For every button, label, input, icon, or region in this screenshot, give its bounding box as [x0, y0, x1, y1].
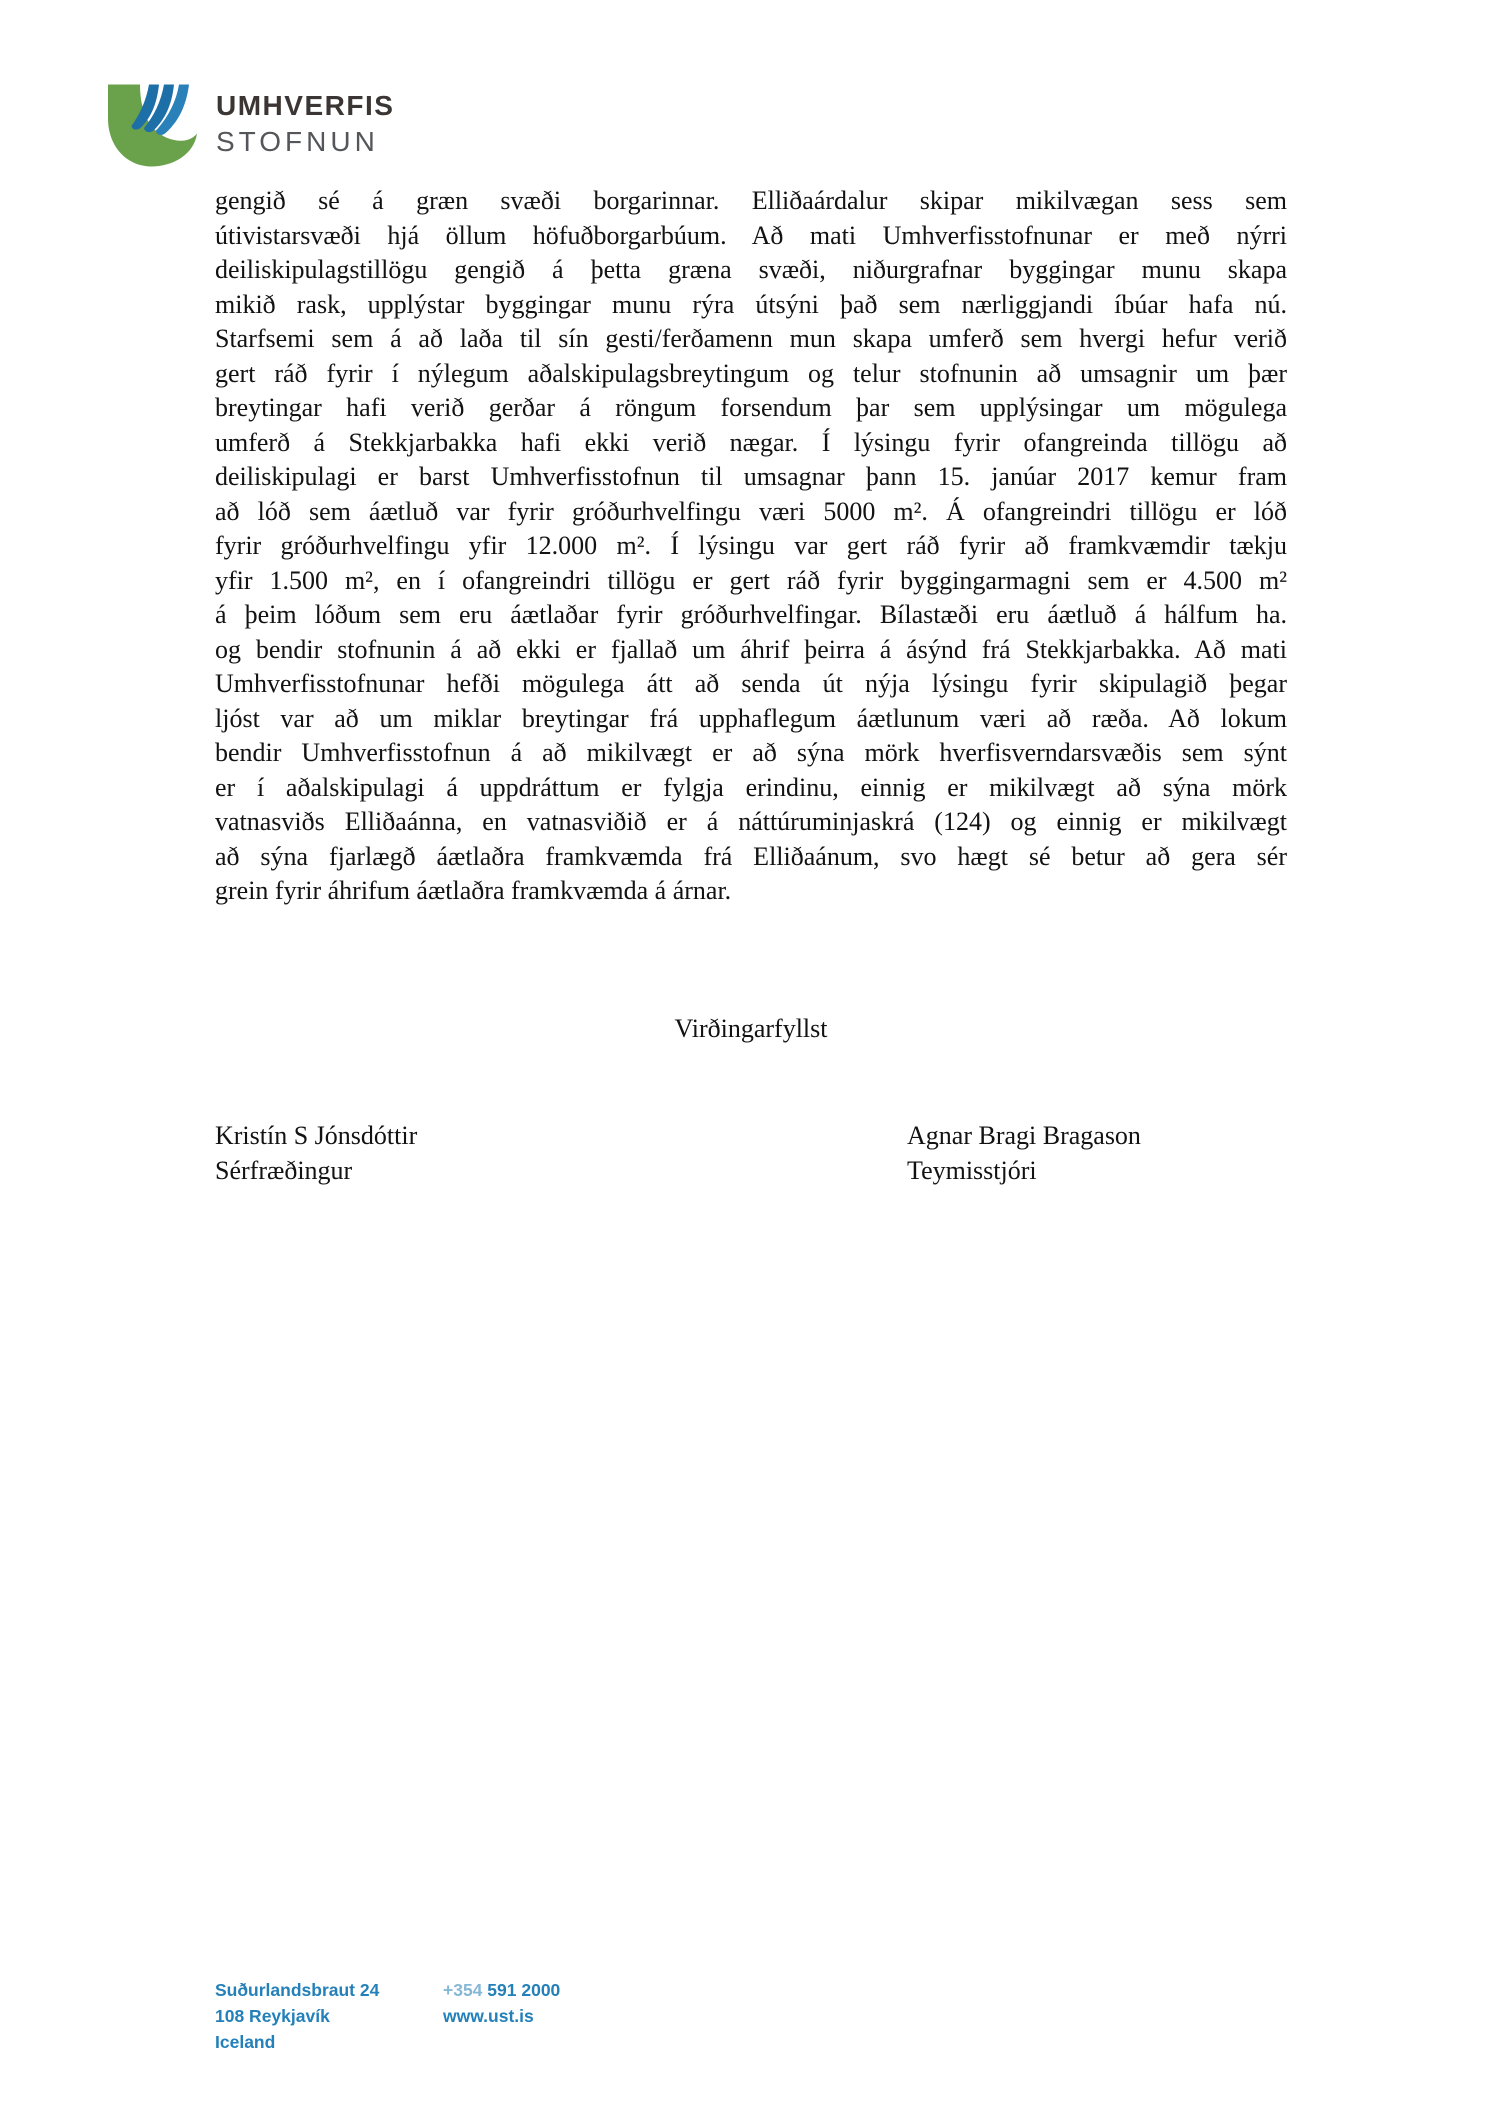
salutation: Virðingarfyllst	[674, 1014, 828, 1043]
footer-phone-prefix: +354	[443, 1980, 483, 2000]
footer-phone	[443, 1977, 560, 2003]
body-line: Umhverfisstofnunar hefði mögulega átt að senda út nýja lýsingu fyrir skipulagið þegar	[215, 669, 1287, 698]
body-line: gengið sé á græn svæði borgarinnar. Elliðaárdalur skipar mikilvægan sess sem	[215, 186, 1287, 215]
body-line: fyrir gróðurhvelfingu yfir 12.000 m². Í lýsingu var gert ráð fyrir að framkvæmdir tækju	[215, 531, 1287, 560]
footer-address-line: Iceland	[215, 2032, 276, 2052]
signer-title: Sérfræðingur	[215, 1156, 353, 1185]
signature-block	[215, 1118, 907, 1188]
signature-row	[215, 1118, 1287, 1188]
logo-icon	[102, 84, 199, 167]
body-line: grein fyrir áhrifum áætlaðra framkvæmda á árnar.	[215, 876, 732, 905]
letter-footer	[215, 1977, 560, 2055]
body-line: deiliskipulagstillögu gengið á þetta græna svæði, niðurgrafnar byggingar munu skapa	[215, 255, 1287, 284]
letter-body	[215, 184, 1287, 909]
footer-website: www.ust.is	[443, 2006, 534, 2026]
body-line: vatnasviðs Elliðaánna, en vatnasviðið er á náttúruminjaskrá (124) og einnig er mikilvægt	[215, 807, 1287, 836]
footer-contact	[443, 1977, 560, 2055]
body-line: ljóst var að um miklar breytingar frá upphaflegum áætlunum væri að ræða. Að lokum	[215, 703, 1287, 733]
footer-phone-number: 591 2000	[487, 1980, 561, 2000]
body-line: útivistarsvæði hjá öllum höfuðborgarbúum. Að mati Umhverfisstofnunar er með nýrri	[215, 220, 1287, 250]
logo-name-bottom: STOFNUN	[216, 126, 379, 157]
body-line: Starfsemi sem á að laða til sín gesti/ferðamenn mun skapa umferð sem hvergi hefur verið	[215, 324, 1287, 353]
body-line: bendir Umhverfisstofnun á að mikilvægt er að sýna mörk hverfisverndarsvæðis sem sýnt	[215, 738, 1287, 767]
agency-logo	[102, 84, 394, 167]
body-line: umferð á Stekkjarbakka hafi ekki verið nægar. Í lýsingu fyrir ofangreinda tillögu að	[215, 427, 1287, 457]
signer-title: Teymisstjóri	[907, 1156, 1037, 1185]
footer-address-line: 108 Reykjavík	[215, 2006, 330, 2026]
body-line: að sýna fjarlægð áætlaðra framkvæmda frá Elliðaánum, svo hægt sé betur að gera sér	[215, 841, 1287, 871]
body-line: yfir 1.500 m², en í ofangreindri tillögu er gert ráð fyrir byggingarmagni sem er 4.500 m²	[215, 565, 1287, 595]
body-line: mikið rask, upplýstar byggingar munu rýra útsýni það sem nærliggjandi íbúar hafa nú.	[215, 289, 1287, 319]
footer-address	[215, 1977, 443, 2055]
signer-name: Kristín S Jónsdóttir	[215, 1121, 418, 1150]
signer-name: Agnar Bragi Bragason	[907, 1121, 1141, 1150]
body-line: gert ráð fyrir í nýlegum aðalskipulagsbreytingum og telur stofnunin að umsagnir um þær	[215, 358, 1287, 388]
body-line: að lóð sem áætluð var fyrir gróðurhvelfingu væri 5000 m². Á ofangreindri tillögu er lóð	[215, 496, 1287, 526]
body-line: er í aðalskipulagi á uppdráttum er fylgja erindinu, einnig er mikilvægt að sýna mörk	[215, 772, 1287, 802]
body-line: deiliskipulagi er barst Umhverfisstofnun til umsagnar þann 15. janúar 2017 kemur fram	[215, 462, 1287, 491]
logo-wordmark	[216, 84, 394, 158]
body-line: á þeim lóðum sem eru áætlaðar fyrir gróðurhvelfingar. Bílastæði eru áætluð á hálfum ha.	[215, 600, 1287, 629]
body-line: breytingar hafi verið gerðar á röngum forsendum þar sem upplýsingar um mögulega	[215, 393, 1287, 422]
footer-address-line: Suðurlandsbraut 24	[215, 1980, 380, 2000]
logo-name-top: UMHVERFIS	[216, 90, 395, 121]
body-line: og bendir stofnunin á að ekki er fjallað um áhrif þeirra á ásýnd frá Stekkjarbakka. Að mati	[215, 634, 1287, 664]
signature-block	[907, 1118, 1141, 1188]
